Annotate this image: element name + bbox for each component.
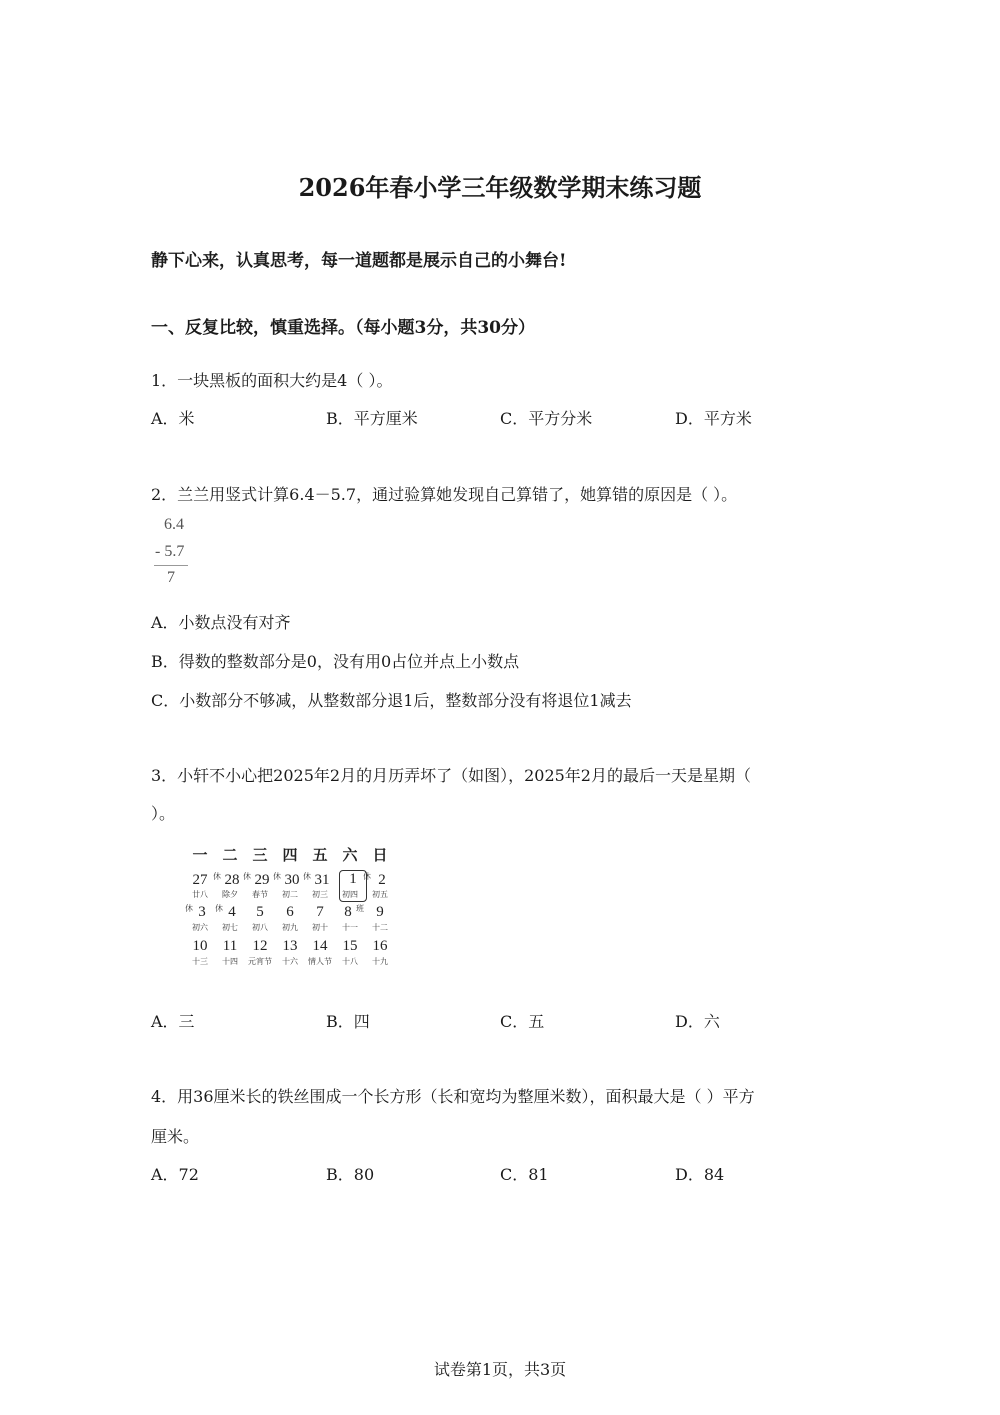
calendar-day: 28	[224, 872, 240, 888]
q4-option-d: D．84	[675, 1165, 725, 1184]
calendar-lunar: 廿八	[192, 890, 208, 899]
calendar-rest-mark: 休	[303, 872, 311, 881]
calendar-lunar: 十三	[192, 957, 208, 966]
calendar-lunar: 十二	[372, 923, 388, 932]
q4-option-a: A．72	[151, 1165, 199, 1184]
calendar-lunar: 情人节	[308, 957, 332, 966]
calc-subtrahend: - 5.7	[155, 543, 185, 560]
calendar-day: 9	[376, 904, 384, 920]
calc-minuend: 6.4	[164, 516, 184, 533]
q2-option-a: A．小数点没有对齐	[151, 613, 291, 632]
calendar-lunar: 初二	[282, 890, 298, 899]
calendar-lunar: 初三	[312, 890, 328, 899]
calendar-lunar: 元宵节	[248, 957, 272, 966]
calendar-lunar: 十四	[222, 957, 238, 966]
calendar-day: 8	[344, 904, 352, 920]
calendar-work-mark: 班	[356, 904, 364, 913]
question-4-text-line1: 4．用36厘米长的铁丝围成一个长方形（长和宽均为整厘米数），面积最大是（ ）平方	[151, 1087, 755, 1106]
section-heading: 一、反复比较，慎重选择。（每小题3分，共30分）	[151, 318, 535, 338]
calendar-rest-mark: 休	[215, 904, 223, 913]
calendar-weekday: 四	[282, 846, 298, 864]
q3-option-c: C．五	[500, 1012, 545, 1031]
page-title: 2026年春小学三年级数学期末练习题	[298, 173, 702, 202]
calendar-weekday: 五	[312, 846, 328, 864]
calendar-lunar: 初九	[282, 923, 298, 932]
q4-option-c: C．81	[500, 1165, 549, 1184]
calendar-weekday: 三	[252, 846, 268, 864]
calendar-lunar: 十一	[342, 923, 358, 932]
calendar-day-highlighted: 1	[339, 870, 367, 902]
calendar-rest-mark: 休	[243, 872, 251, 881]
calendar-day: 7	[316, 904, 324, 920]
calendar-day: 13	[282, 938, 298, 954]
calendar-lunar: 初六	[192, 923, 208, 932]
q2-option-b: B．得数的整数部分是0，没有用0占位并点上小数点	[151, 652, 520, 671]
calendar-day: 3	[198, 904, 206, 920]
calendar-day: 2	[378, 872, 386, 888]
calendar-lunar: 初八	[252, 923, 268, 932]
q2-option-c: C．小数部分不够减，从整数部分退1后，整数部分没有将退位1减去	[151, 691, 632, 710]
calendar-rest-mark: 休	[363, 872, 371, 881]
calendar-day: 15	[342, 938, 358, 954]
question-3-text-line2: ）。	[151, 804, 176, 823]
calendar-weekday: 日	[372, 846, 388, 864]
calendar-day: 11	[222, 938, 238, 954]
calendar-lunar: 十九	[372, 957, 388, 966]
q1-option-a: A．米	[151, 409, 195, 428]
calendar-day: 5	[256, 904, 264, 920]
question-1-text: 1．一块黑板的面积大约是4（ ）。	[151, 371, 393, 390]
calendar-day: 12	[252, 938, 268, 954]
calc-result: 7	[167, 569, 175, 586]
calendar-day: 29	[254, 872, 270, 888]
calendar-image	[165, 838, 393, 974]
q1-option-b: B．平方厘米	[326, 409, 418, 428]
calendar-lunar: 初四	[342, 890, 358, 899]
calc-divider	[154, 565, 188, 566]
q3-option-d: D．六	[675, 1012, 720, 1031]
calendar-day: 31	[314, 872, 330, 888]
calendar-rest-mark: 休	[185, 904, 193, 913]
q1-option-d: D．平方米	[675, 409, 752, 428]
q3-option-b: B．四	[326, 1012, 370, 1031]
calendar-weekday: 一	[192, 846, 208, 864]
question-3-text-line1: 3．小轩不小心把2025年2月的月历弄坏了（如图），2025年2月的最后一天是星期（	[151, 766, 751, 785]
calendar-lunar: 初五	[372, 890, 388, 899]
calendar-lunar: 十八	[342, 957, 358, 966]
calendar-day: 27	[192, 872, 208, 888]
calendar-day: 16	[372, 938, 388, 954]
q3-option-a: A．三	[151, 1012, 195, 1031]
calendar-weekday: 二	[222, 846, 238, 864]
calendar-day: 6	[286, 904, 294, 920]
calendar-lunar: 初十	[312, 923, 328, 932]
calendar-day: 10	[192, 938, 208, 954]
calendar-lunar: 除夕	[222, 890, 238, 899]
calendar-rest-mark: 休	[213, 872, 221, 881]
calendar-rest-mark: 休	[273, 872, 281, 881]
calendar-lunar: 十六	[282, 957, 298, 966]
question-4-text-line2: 厘米。	[151, 1127, 200, 1146]
calendar-day: 4	[228, 904, 236, 920]
calendar-lunar: 春节	[252, 890, 268, 899]
calendar-weekday: 六	[342, 846, 358, 864]
q1-option-c: C．平方分米	[500, 409, 593, 428]
page-footer: 试卷第1页，共3页	[433, 1360, 567, 1379]
calendar-day: 30	[284, 872, 300, 888]
subtitle: 静下心来，认真思考，每一道题都是展示自己的小舞台!	[151, 251, 567, 271]
question-2-text: 2．兰兰用竖式计算6.4－5.7，通过验算她发现自己算错了，她算错的原因是（ ）。	[151, 485, 738, 504]
calendar-day: 14	[312, 938, 328, 954]
calendar-lunar: 初七	[222, 923, 238, 932]
q4-option-b: B．80	[326, 1165, 375, 1184]
